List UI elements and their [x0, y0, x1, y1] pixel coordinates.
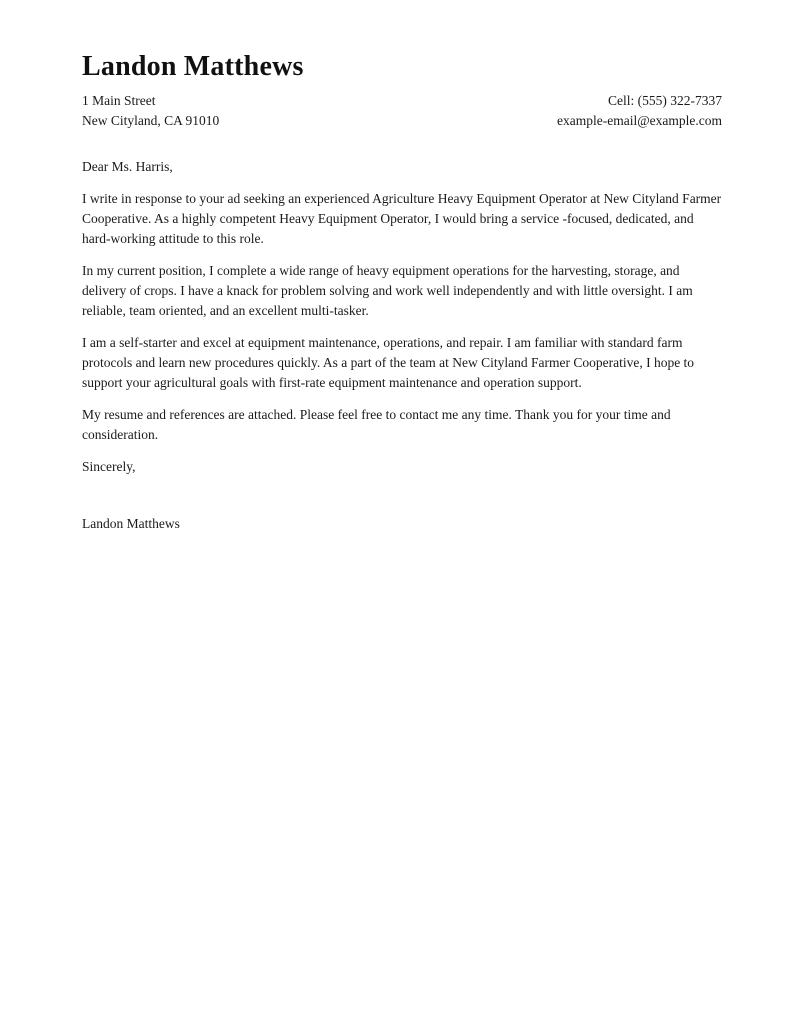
contact-block — [557, 91, 722, 131]
closing: Sincerely, — [82, 459, 136, 475]
contact-email: example-email@example.com — [557, 113, 722, 129]
body-paragraph-3: I am a self-starter and excel at equipment maintenance, operations, and repair. I am familiar with standard farm protocols and learn new procedures quickly. As a part of the team at New Cityland Farmer Cooperative, I hope to support your agricultural goals with first-rate equipment maintenance and operation support. — [82, 335, 695, 391]
body-paragraph-4: My resume and references are attached. Please feel free to contact me any time. Thank you for your time and consideration. — [82, 407, 671, 443]
address-line-1: 1 Main Street — [82, 93, 156, 109]
body-paragraph-1: I write in response to your ad seeking an experienced Agriculture Heavy Equipment Operator at New Cityland Farmer Cooperative. As a highly competent Heavy Equipment Operator, I would bring a service -focused, dedicated, and hard-working attitude to this role. — [82, 191, 722, 247]
salutation: Dear Ms. Harris, — [82, 159, 173, 175]
signature-name: Landon Matthews — [82, 516, 180, 532]
body-paragraph-2: In my current position, I complete a wide range of heavy equipment operations for the harvesting, storage, and delivery of crops. I have a knack for problem solving and work well independently and with little oversight. I am reliable, team oriented, and an excellent multi-tasker. — [82, 263, 693, 319]
letter-body — [82, 157, 722, 534]
address-block — [82, 91, 219, 131]
letter-author-name: Landon Matthews — [82, 51, 304, 82]
contact-row — [82, 91, 722, 131]
address-line-2: New Cityland, CA 91010 — [82, 113, 220, 129]
contact-cell: Cell: (555) 322-7337 — [608, 93, 722, 109]
